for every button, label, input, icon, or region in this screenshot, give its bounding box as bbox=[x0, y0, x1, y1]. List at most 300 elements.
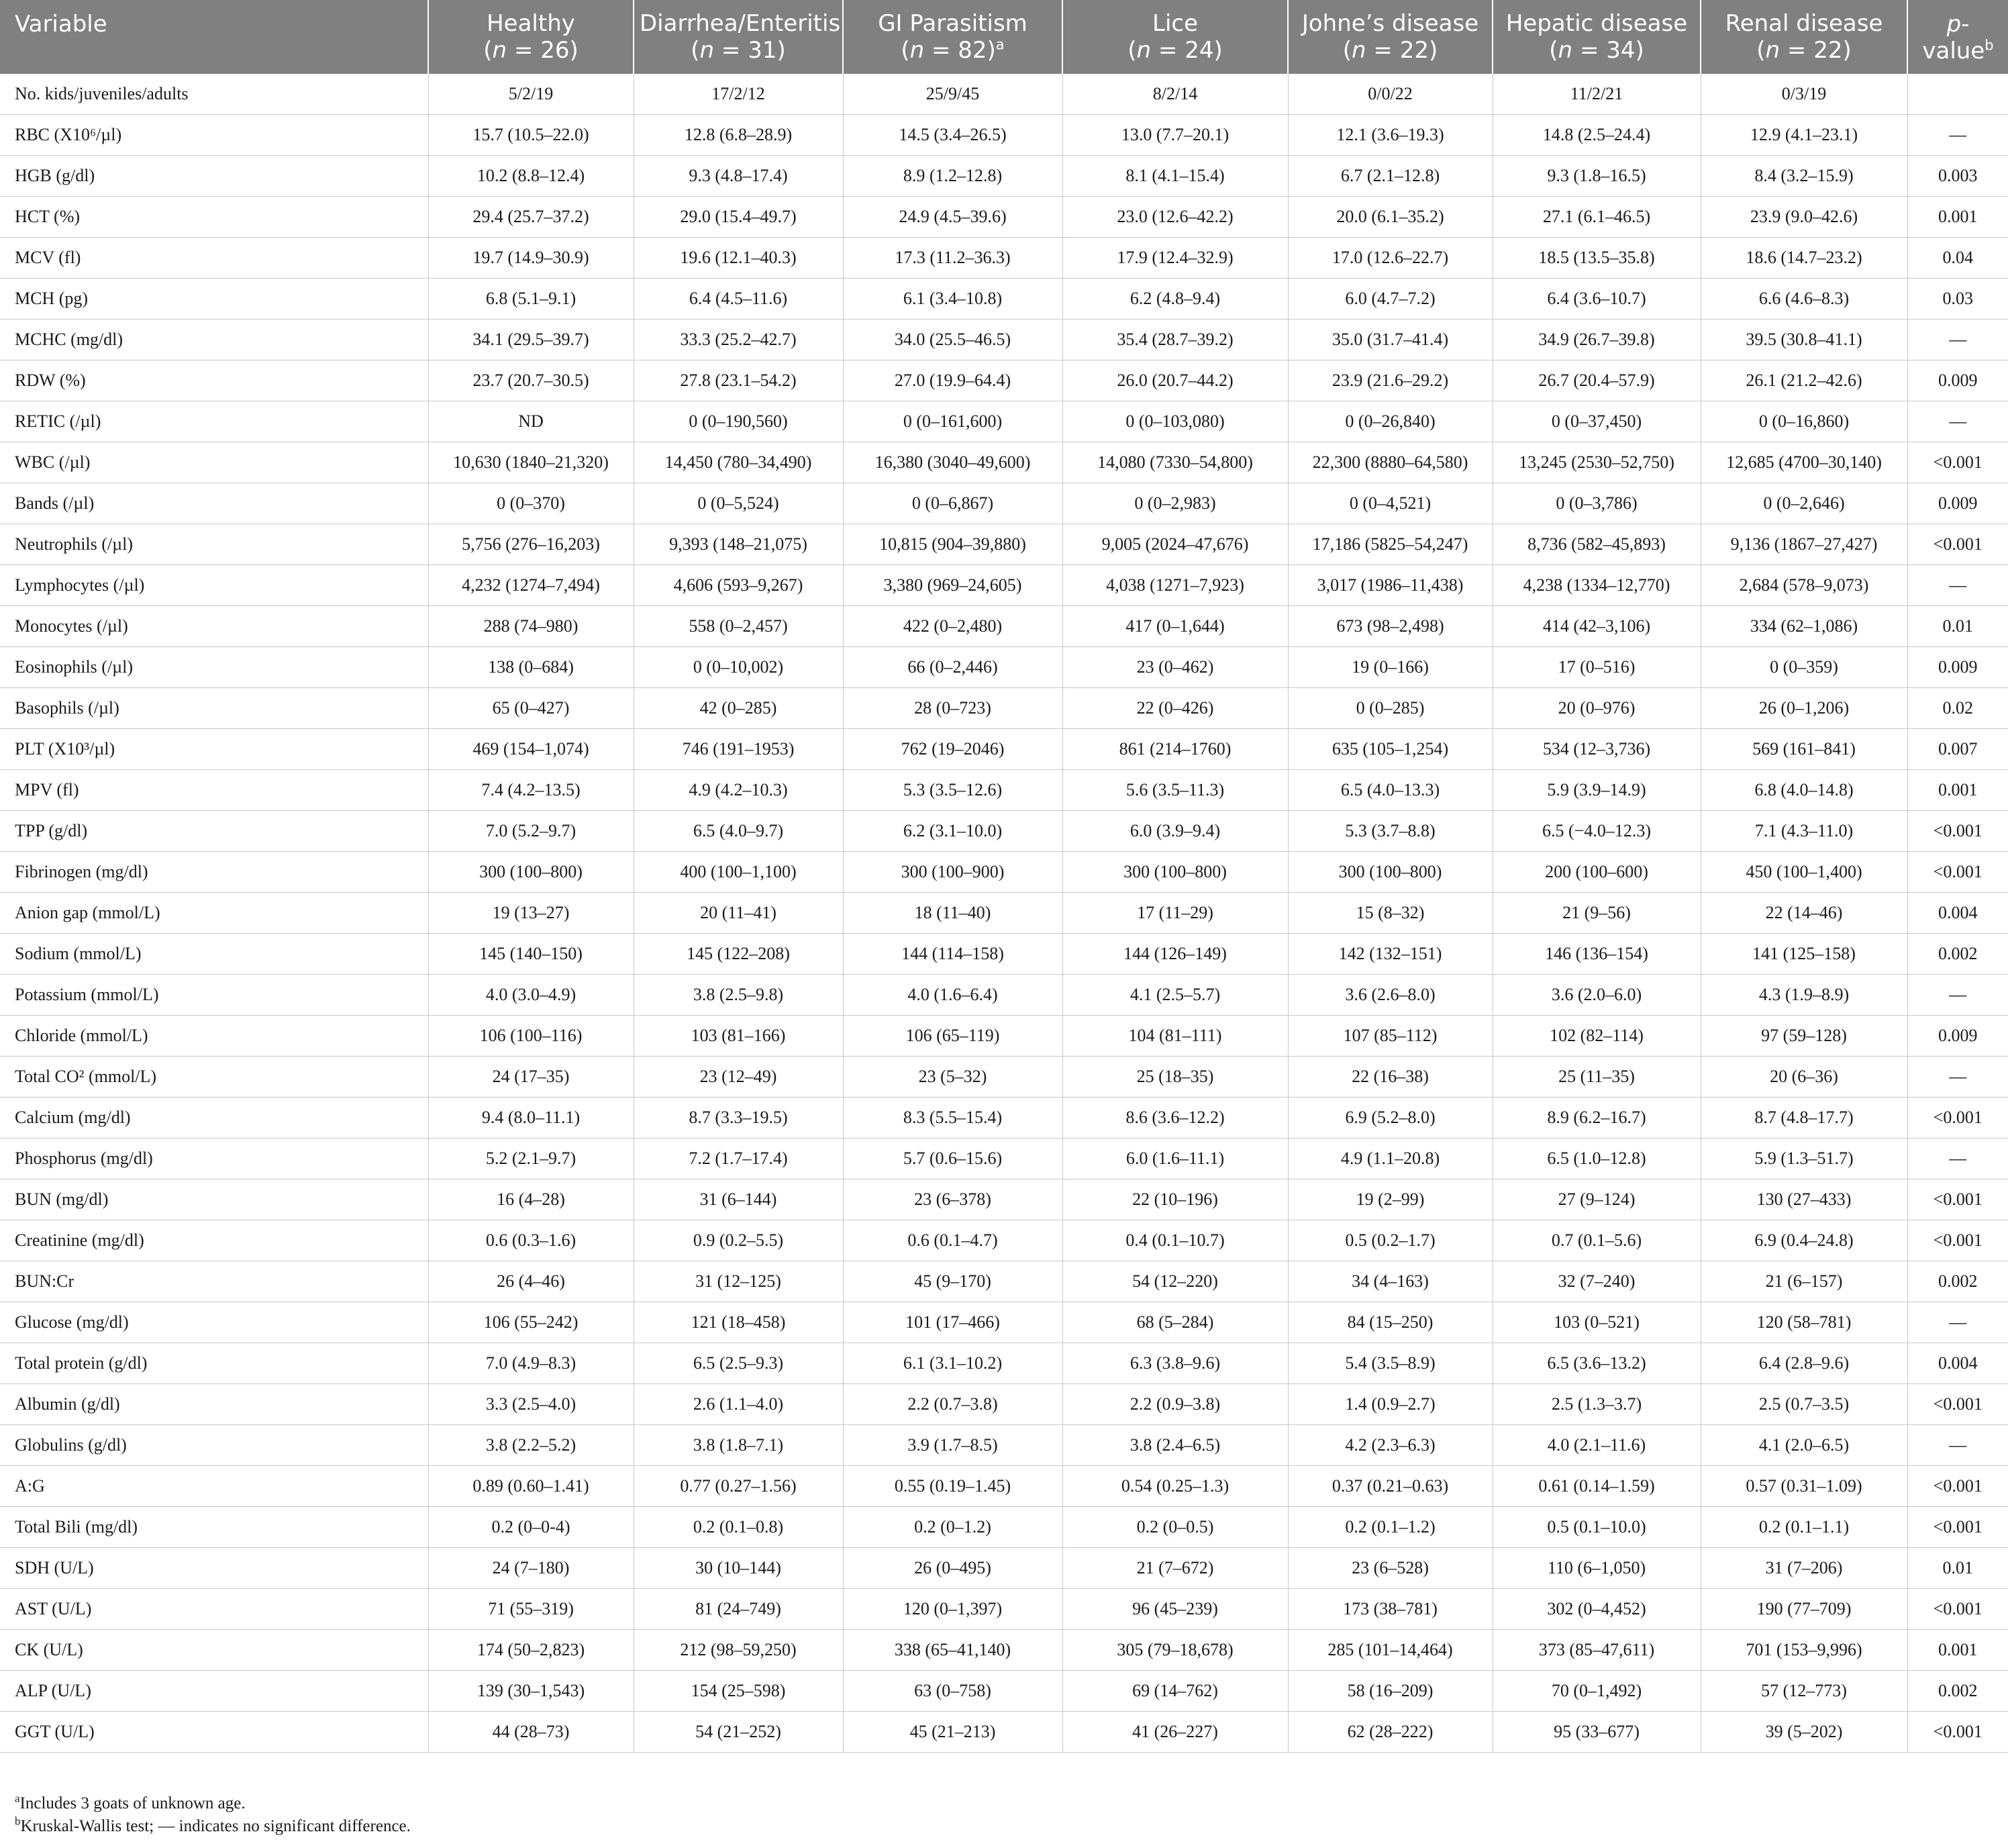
variable-cell: Lymphocytes (/µl) bbox=[0, 565, 428, 605]
value-cell: 17.9 (12.4–32.9) bbox=[1062, 237, 1288, 278]
value-cell: 0.6 (0.1–4.7) bbox=[843, 1220, 1062, 1261]
n-open: ( bbox=[1127, 37, 1137, 64]
value-cell: 12,685 (4700–30,140) bbox=[1701, 442, 1907, 483]
table-row bbox=[0, 483, 2008, 524]
value-cell: 18.5 (13.5–35.8) bbox=[1493, 237, 1701, 278]
variable-cell: CK (U/L) bbox=[0, 1629, 428, 1670]
variable-cell: Sodium (mmol/L) bbox=[0, 933, 428, 974]
value-cell: 746 (191–1953) bbox=[634, 728, 843, 769]
value-cell: 0.6 (0.3–1.6) bbox=[428, 1220, 634, 1261]
value-cell: 8.9 (6.2–16.7) bbox=[1493, 1097, 1701, 1138]
value-cell: 4,606 (593–9,267) bbox=[634, 565, 843, 605]
value-cell: 300 (100–800) bbox=[428, 851, 634, 892]
pvalue-cell: <0.001 bbox=[1907, 1465, 2008, 1506]
value-cell: 23.9 (21.6–29.2) bbox=[1288, 360, 1493, 401]
value-cell: 35.4 (28.7–39.2) bbox=[1062, 319, 1288, 360]
value-cell: 10,815 (904–39,880) bbox=[843, 524, 1062, 565]
group-n bbox=[640, 37, 837, 64]
variable-cell: Neutrophils (/µl) bbox=[0, 524, 428, 565]
value-cell: 285 (101–14,464) bbox=[1288, 1629, 1493, 1670]
value-cell: 0.61 (0.14–1.59) bbox=[1493, 1465, 1701, 1506]
value-cell: 146 (136–154) bbox=[1493, 933, 1701, 974]
variable-cell: GGT (U/L) bbox=[0, 1711, 428, 1752]
value-cell: 103 (0–521) bbox=[1493, 1302, 1701, 1343]
value-cell: 6.9 (5.2–8.0) bbox=[1288, 1097, 1493, 1138]
variable-cell: Chloride (mmol/L) bbox=[0, 1015, 428, 1056]
pvalue-cell: <0.001 bbox=[1907, 1588, 2008, 1629]
n-equals: = bbox=[714, 37, 748, 64]
value-cell: 5.9 (3.9–14.9) bbox=[1493, 769, 1701, 810]
value-cell: 4,232 (1274–7,494) bbox=[428, 565, 634, 605]
table-row bbox=[0, 1179, 2008, 1220]
table-row bbox=[0, 1220, 2008, 1261]
value-cell: 0.89 (0.60–1.41) bbox=[428, 1465, 634, 1506]
pvalue-cell: 0.04 bbox=[1907, 237, 2008, 278]
pvalue-cell: 0.004 bbox=[1907, 892, 2008, 933]
value-cell: 33.3 (25.2–42.7) bbox=[634, 319, 843, 360]
pvalue-cell: <0.001 bbox=[1907, 1506, 2008, 1547]
variable-cell: Eosinophils (/µl) bbox=[0, 646, 428, 687]
value-cell: 2.5 (0.7–3.5) bbox=[1701, 1383, 1907, 1424]
value-cell: 8.1 (4.1–15.4) bbox=[1062, 155, 1288, 196]
value-cell: 3.6 (2.6–8.0) bbox=[1288, 974, 1493, 1015]
n-symbol: n bbox=[1558, 37, 1573, 64]
table-row bbox=[0, 401, 2008, 442]
value-cell: 3.8 (2.4–6.5) bbox=[1062, 1424, 1288, 1465]
value-cell: 9,005 (2024–47,676) bbox=[1062, 524, 1288, 565]
header-group bbox=[1701, 0, 1907, 74]
variable-cell: RETIC (/µl) bbox=[0, 401, 428, 442]
value-cell: 62 (28–222) bbox=[1288, 1711, 1493, 1752]
value-cell: 3.8 (2.2–5.2) bbox=[428, 1424, 634, 1465]
table-row bbox=[0, 1711, 2008, 1752]
pvalue-cell: 0.009 bbox=[1907, 1015, 2008, 1056]
pvalue-cell: 0.001 bbox=[1907, 1629, 2008, 1670]
value-cell: 8.4 (3.2–15.9) bbox=[1701, 155, 1907, 196]
variable-cell: Glucose (mg/dl) bbox=[0, 1302, 428, 1343]
value-cell: 8/2/14 bbox=[1062, 74, 1288, 114]
value-cell: 302 (0–4,452) bbox=[1493, 1588, 1701, 1629]
value-cell: 6.5 (4.0–9.7) bbox=[634, 810, 843, 851]
value-cell: 17.3 (11.2–36.3) bbox=[843, 237, 1062, 278]
header-row bbox=[0, 0, 2008, 74]
value-cell: 338 (65–41,140) bbox=[843, 1629, 1062, 1670]
value-cell: 6.7 (2.1–12.8) bbox=[1288, 155, 1493, 196]
value-cell: ND bbox=[428, 401, 634, 442]
value-cell: 21 (6–157) bbox=[1701, 1261, 1907, 1302]
n-close: ) bbox=[1428, 37, 1438, 64]
value-cell: 0 (0–37,450) bbox=[1493, 401, 1701, 442]
table-row bbox=[0, 728, 2008, 769]
value-cell: 6.8 (4.0–14.8) bbox=[1701, 769, 1907, 810]
header-group bbox=[634, 0, 843, 74]
n-open: ( bbox=[691, 37, 700, 64]
table-row bbox=[0, 605, 2008, 646]
pvalue-cell: 0.003 bbox=[1907, 155, 2008, 196]
value-cell: 14.8 (2.5–24.4) bbox=[1493, 114, 1701, 155]
value-cell: 34 (4–163) bbox=[1288, 1261, 1493, 1302]
value-cell: 0.55 (0.19–1.45) bbox=[843, 1465, 1062, 1506]
value-cell: 6.2 (4.8–9.4) bbox=[1062, 278, 1288, 319]
value-cell: 5/2/19 bbox=[428, 74, 634, 114]
value-cell: 6.4 (3.6–10.7) bbox=[1493, 278, 1701, 319]
n-value: 22 bbox=[1813, 37, 1843, 64]
value-cell: 27.8 (23.1–54.2) bbox=[634, 360, 843, 401]
value-cell: 0.77 (0.27–1.56) bbox=[634, 1465, 843, 1506]
pvalue-cell: 0.001 bbox=[1907, 769, 2008, 810]
value-cell: 25 (18–35) bbox=[1062, 1056, 1288, 1097]
pvalue-cell: 0.01 bbox=[1907, 605, 2008, 646]
value-cell: 23 (6–528) bbox=[1288, 1547, 1493, 1588]
value-cell: 22 (14–46) bbox=[1701, 892, 1907, 933]
value-cell: 0 (0–2,646) bbox=[1701, 483, 1907, 524]
pvalue-cell: — bbox=[1907, 114, 2008, 155]
n-open: ( bbox=[1756, 37, 1766, 64]
pvalue-cell: <0.001 bbox=[1907, 851, 2008, 892]
value-cell: 104 (81–111) bbox=[1062, 1015, 1288, 1056]
n-equals: = bbox=[924, 37, 958, 64]
value-cell: 42 (0–285) bbox=[634, 687, 843, 728]
value-cell: 450 (100–1,400) bbox=[1701, 851, 1907, 892]
value-cell: 414 (42–3,106) bbox=[1493, 605, 1701, 646]
value-cell: 106 (100–116) bbox=[428, 1015, 634, 1056]
value-cell: 6.5 (−4.0–12.3) bbox=[1493, 810, 1701, 851]
value-cell: 6.5 (3.6–13.2) bbox=[1493, 1343, 1701, 1383]
pvalue-cell: 0.001 bbox=[1907, 196, 2008, 237]
value-cell: 26.7 (20.4–57.9) bbox=[1493, 360, 1701, 401]
table-row bbox=[0, 687, 2008, 728]
value-cell: 305 (79–18,678) bbox=[1062, 1629, 1288, 1670]
value-cell: 8.7 (3.3–19.5) bbox=[634, 1097, 843, 1138]
pvalue-cell: <0.001 bbox=[1907, 1711, 2008, 1752]
value-cell: 0.2 (0–0-4) bbox=[428, 1506, 634, 1547]
value-cell: 6.3 (3.8–9.6) bbox=[1062, 1343, 1288, 1383]
value-cell: 1.4 (0.9–2.7) bbox=[1288, 1383, 1493, 1424]
value-cell: 15.7 (10.5–22.0) bbox=[428, 114, 634, 155]
value-cell: 0 (0–103,080) bbox=[1062, 401, 1288, 442]
value-cell: 762 (19–2046) bbox=[843, 728, 1062, 769]
value-cell: 2.5 (1.3–3.7) bbox=[1493, 1383, 1701, 1424]
table-row bbox=[0, 237, 2008, 278]
n-symbol: n bbox=[1765, 37, 1780, 64]
value-cell: 701 (153–9,996) bbox=[1701, 1629, 1907, 1670]
table-row bbox=[0, 74, 2008, 114]
value-cell: 97 (59–128) bbox=[1701, 1015, 1907, 1056]
value-cell: 174 (50–2,823) bbox=[428, 1629, 634, 1670]
value-cell: 22,300 (8880–64,580) bbox=[1288, 442, 1493, 483]
value-cell: 17 (0–516) bbox=[1493, 646, 1701, 687]
variable-cell: Bands (/µl) bbox=[0, 483, 428, 524]
table-row bbox=[0, 1424, 2008, 1465]
value-cell: 138 (0–684) bbox=[428, 646, 634, 687]
variable-cell: Basophils (/µl) bbox=[0, 687, 428, 728]
value-cell: 26 (4–46) bbox=[428, 1261, 634, 1302]
value-cell: 0.7 (0.1–5.6) bbox=[1493, 1220, 1701, 1261]
n-close: ) bbox=[569, 37, 579, 64]
header-group bbox=[1062, 0, 1288, 74]
value-cell: 44 (28–73) bbox=[428, 1711, 634, 1752]
value-cell: 144 (126–149) bbox=[1062, 933, 1288, 974]
pvalue-cell: 0.002 bbox=[1907, 933, 2008, 974]
variable-cell: No. kids/juveniles/adults bbox=[0, 74, 428, 114]
table-row bbox=[0, 565, 2008, 605]
variable-cell: Phosphorus (mg/dl) bbox=[0, 1138, 428, 1179]
value-cell: 84 (15–250) bbox=[1288, 1302, 1493, 1343]
value-cell: 17.0 (12.6–22.7) bbox=[1288, 237, 1493, 278]
table-row bbox=[0, 1629, 2008, 1670]
group-name: Healthy bbox=[487, 10, 575, 37]
value-cell: 14,450 (780–34,490) bbox=[634, 442, 843, 483]
value-cell: 28 (0–723) bbox=[843, 687, 1062, 728]
value-cell: 58 (16–209) bbox=[1288, 1670, 1493, 1711]
group-name: Johne’s disease bbox=[1301, 10, 1479, 37]
value-cell: 25/9/45 bbox=[843, 74, 1062, 114]
pvalue-cell: 0.009 bbox=[1907, 360, 2008, 401]
value-cell: 34.9 (26.7–39.8) bbox=[1493, 319, 1701, 360]
value-cell: 8.3 (5.5–15.4) bbox=[843, 1097, 1062, 1138]
group-n bbox=[1294, 37, 1487, 64]
value-cell: 8.9 (1.2–12.8) bbox=[843, 155, 1062, 196]
value-cell: 5.7 (0.6–15.6) bbox=[843, 1138, 1062, 1179]
variable-cell: MPV (fl) bbox=[0, 769, 428, 810]
value-cell: 5.6 (3.5–11.3) bbox=[1062, 769, 1288, 810]
value-cell: 39.5 (30.8–41.1) bbox=[1701, 319, 1907, 360]
table-row bbox=[0, 646, 2008, 687]
variable-cell: ALP (U/L) bbox=[0, 1670, 428, 1711]
variable-cell: RDW (%) bbox=[0, 360, 428, 401]
value-cell: 24 (17–35) bbox=[428, 1056, 634, 1097]
value-cell: 103 (81–166) bbox=[634, 1015, 843, 1056]
value-cell: 2,684 (578–9,073) bbox=[1701, 565, 1907, 605]
value-cell: 101 (17–466) bbox=[843, 1302, 1062, 1343]
value-cell: 27 (9–124) bbox=[1493, 1179, 1701, 1220]
pvalue-cell bbox=[1907, 74, 2008, 114]
value-cell: 2.2 (0.7–3.8) bbox=[843, 1383, 1062, 1424]
value-cell: 120 (58–781) bbox=[1701, 1302, 1907, 1343]
value-cell: 0 (0–6,867) bbox=[843, 483, 1062, 524]
value-cell: 95 (33–677) bbox=[1493, 1711, 1701, 1752]
value-cell: 9,136 (1867–27,427) bbox=[1701, 524, 1907, 565]
value-cell: 23.9 (9.0–42.6) bbox=[1701, 196, 1907, 237]
pvalue-cell: <0.001 bbox=[1907, 1179, 2008, 1220]
table-row bbox=[0, 114, 2008, 155]
table-row bbox=[0, 1261, 2008, 1302]
value-cell: 31 (7–206) bbox=[1701, 1547, 1907, 1588]
value-cell: 9.3 (1.8–16.5) bbox=[1493, 155, 1701, 196]
table-row bbox=[0, 524, 2008, 565]
value-cell: 29.4 (25.7–37.2) bbox=[428, 196, 634, 237]
value-cell: 5.3 (3.5–12.6) bbox=[843, 769, 1062, 810]
table-row bbox=[0, 278, 2008, 319]
value-cell: 9.3 (4.8–17.4) bbox=[634, 155, 843, 196]
value-cell: 4.0 (3.0–4.9) bbox=[428, 974, 634, 1015]
value-cell: 26.0 (20.7–44.2) bbox=[1062, 360, 1288, 401]
header-pvalue bbox=[1907, 0, 2008, 74]
value-cell: 23 (6–378) bbox=[843, 1179, 1062, 1220]
variable-cell: PLT (X10³/µl) bbox=[0, 728, 428, 769]
value-cell: 300 (100–900) bbox=[843, 851, 1062, 892]
value-cell: 17/2/12 bbox=[634, 74, 843, 114]
pvalue-cell: — bbox=[1907, 1138, 2008, 1179]
group-name: Renal disease bbox=[1725, 10, 1883, 37]
pvalue-cell: — bbox=[1907, 401, 2008, 442]
value-cell: 54 (12–220) bbox=[1062, 1261, 1288, 1302]
value-cell: 120 (0–1,397) bbox=[843, 1588, 1062, 1629]
footnote-mark: b bbox=[15, 1814, 21, 1828]
n-equals: = bbox=[507, 37, 541, 64]
value-cell: 6.9 (0.4–24.8) bbox=[1701, 1220, 1907, 1261]
variable-cell: Creatinine (mg/dl) bbox=[0, 1220, 428, 1261]
value-cell: 0 (0–2,983) bbox=[1062, 483, 1288, 524]
value-cell: 6.0 (4.7–7.2) bbox=[1288, 278, 1493, 319]
value-cell: 3.3 (2.5–4.0) bbox=[428, 1383, 634, 1424]
value-cell: 0.2 (0.1–1.1) bbox=[1701, 1506, 1907, 1547]
value-cell: 29.0 (15.4–49.7) bbox=[634, 196, 843, 237]
value-cell: 200 (100–600) bbox=[1493, 851, 1701, 892]
table-row bbox=[0, 769, 2008, 810]
value-cell: 24.9 (4.5–39.6) bbox=[843, 196, 1062, 237]
value-cell: 10.2 (8.8–12.4) bbox=[428, 155, 634, 196]
value-cell: 23.7 (20.7–30.5) bbox=[428, 360, 634, 401]
n-value: 31 bbox=[748, 37, 777, 64]
pvalue-cell: — bbox=[1907, 565, 2008, 605]
variable-cell: Fibrinogen (mg/dl) bbox=[0, 851, 428, 892]
value-cell: 45 (21–213) bbox=[843, 1711, 1062, 1752]
table-row bbox=[0, 1670, 2008, 1711]
value-cell: 23 (0–462) bbox=[1062, 646, 1288, 687]
value-cell: 15 (8–32) bbox=[1288, 892, 1493, 933]
variable-cell: A:G bbox=[0, 1465, 428, 1506]
variable-cell: HCT (%) bbox=[0, 196, 428, 237]
footnotes bbox=[15, 1792, 411, 1838]
value-cell: 4.9 (1.1–20.8) bbox=[1288, 1138, 1493, 1179]
n-symbol: n bbox=[909, 37, 925, 64]
value-cell: 34.1 (29.5–39.7) bbox=[428, 319, 634, 360]
variable-cell: TPP (g/dl) bbox=[0, 810, 428, 851]
value-cell: 5.4 (3.5–8.9) bbox=[1288, 1343, 1493, 1383]
variable-cell: Total Bili (mg/dl) bbox=[0, 1506, 428, 1547]
value-cell: 4,238 (1334–12,770) bbox=[1493, 565, 1701, 605]
n-close: ) bbox=[776, 37, 786, 64]
value-cell: 0 (0–359) bbox=[1701, 646, 1907, 687]
value-cell: 96 (45–239) bbox=[1062, 1588, 1288, 1629]
n-equals: = bbox=[1151, 37, 1185, 64]
n-symbol: n bbox=[1352, 37, 1366, 64]
table-row bbox=[0, 319, 2008, 360]
pvalue-cell: 0.002 bbox=[1907, 1261, 2008, 1302]
group-name: Diarrhea/Enteritis bbox=[640, 10, 841, 37]
value-cell: 6.8 (5.1–9.1) bbox=[428, 278, 634, 319]
group-sup: a bbox=[995, 36, 1005, 53]
table-row bbox=[0, 442, 2008, 483]
table-row bbox=[0, 974, 2008, 1015]
value-cell: 6.5 (1.0–12.8) bbox=[1493, 1138, 1701, 1179]
value-cell: 7.0 (5.2–9.7) bbox=[428, 810, 634, 851]
table-row bbox=[0, 360, 2008, 401]
value-cell: 0.37 (0.21–0.63) bbox=[1288, 1465, 1493, 1506]
value-cell: 4.1 (2.0–6.5) bbox=[1701, 1424, 1907, 1465]
value-cell: 26.1 (21.2–42.6) bbox=[1701, 360, 1907, 401]
value-cell: 22 (0–426) bbox=[1062, 687, 1288, 728]
pvalue-cell: 0.004 bbox=[1907, 1343, 2008, 1383]
value-cell: 0 (0–26,840) bbox=[1288, 401, 1493, 442]
value-cell: 6.5 (4.0–13.3) bbox=[1288, 769, 1493, 810]
footnote bbox=[15, 1792, 411, 1815]
value-cell: 57 (12–773) bbox=[1701, 1670, 1907, 1711]
table-row bbox=[0, 892, 2008, 933]
value-cell: 0 (0–190,560) bbox=[634, 401, 843, 442]
value-cell: 22 (16–38) bbox=[1288, 1056, 1493, 1097]
value-cell: 63 (0–758) bbox=[843, 1670, 1062, 1711]
group-name: GI Parasitism bbox=[878, 10, 1027, 37]
n-open: ( bbox=[1549, 37, 1558, 64]
table-row bbox=[0, 810, 2008, 851]
table-row bbox=[0, 196, 2008, 237]
value-cell: 5.9 (1.3–51.7) bbox=[1701, 1138, 1907, 1179]
value-cell: 106 (55–242) bbox=[428, 1302, 634, 1343]
value-cell: 41 (26–227) bbox=[1062, 1711, 1288, 1752]
value-cell: 3,380 (969–24,605) bbox=[843, 565, 1062, 605]
value-cell: 20.0 (6.1–35.2) bbox=[1288, 196, 1493, 237]
n-symbol: n bbox=[699, 37, 715, 64]
value-cell: 17 (11–29) bbox=[1062, 892, 1288, 933]
pvalue-cell: 0.009 bbox=[1907, 483, 2008, 524]
header-variable: Variable bbox=[0, 0, 428, 74]
value-cell: 0 (0–3,786) bbox=[1493, 483, 1701, 524]
table-row bbox=[0, 155, 2008, 196]
group-n bbox=[434, 37, 628, 64]
value-cell: 0/3/19 bbox=[1701, 74, 1907, 114]
pvalue-cell: 0.01 bbox=[1907, 1547, 2008, 1588]
value-cell: 4.2 (2.3–6.3) bbox=[1288, 1424, 1493, 1465]
n-value: 82 bbox=[958, 37, 987, 64]
value-cell: 20 (0–976) bbox=[1493, 687, 1701, 728]
value-cell: 35.0 (31.7–41.4) bbox=[1288, 319, 1493, 360]
value-cell: 14.5 (3.4–26.5) bbox=[843, 114, 1062, 155]
table-row bbox=[0, 1465, 2008, 1506]
n-open: ( bbox=[483, 37, 493, 64]
value-cell: 0.9 (0.2–5.5) bbox=[634, 1220, 843, 1261]
value-cell: 3.8 (2.5–9.8) bbox=[634, 974, 843, 1015]
footnote-text: Includes 3 goats of unknown age. bbox=[19, 1794, 246, 1812]
value-cell: 69 (14–762) bbox=[1062, 1670, 1288, 1711]
value-cell: 12.9 (4.1–23.1) bbox=[1701, 114, 1907, 155]
value-cell: 7.4 (4.2–13.5) bbox=[428, 769, 634, 810]
n-value: 22 bbox=[1399, 37, 1429, 64]
header-group bbox=[1493, 0, 1701, 74]
pvalue-p: p bbox=[1946, 11, 1962, 38]
n-close: ) bbox=[1213, 37, 1223, 64]
value-cell: 139 (30–1,543) bbox=[428, 1670, 634, 1711]
value-cell: 19.7 (14.9–30.9) bbox=[428, 237, 634, 278]
pvalue-cell: 0.002 bbox=[1907, 1670, 2008, 1711]
variable-cell: Total CO² (mmol/L) bbox=[0, 1056, 428, 1097]
n-equals: = bbox=[1366, 37, 1400, 64]
value-cell: 106 (65–119) bbox=[843, 1015, 1062, 1056]
value-cell: 23 (5–32) bbox=[843, 1056, 1062, 1097]
pvalue-cell: <0.001 bbox=[1907, 1383, 2008, 1424]
table-row bbox=[0, 1343, 2008, 1383]
pvalue-cell: — bbox=[1907, 319, 2008, 360]
pvalue-cell: <0.001 bbox=[1907, 524, 2008, 565]
table-row bbox=[0, 1383, 2008, 1424]
value-cell: 212 (98–59,250) bbox=[634, 1629, 843, 1670]
value-cell: 26 (0–495) bbox=[843, 1547, 1062, 1588]
pvalue-cell: 0.009 bbox=[1907, 646, 2008, 687]
n-close: ) bbox=[1842, 37, 1852, 64]
value-cell: 39 (5–202) bbox=[1701, 1711, 1907, 1752]
n-value: 26 bbox=[540, 37, 570, 64]
